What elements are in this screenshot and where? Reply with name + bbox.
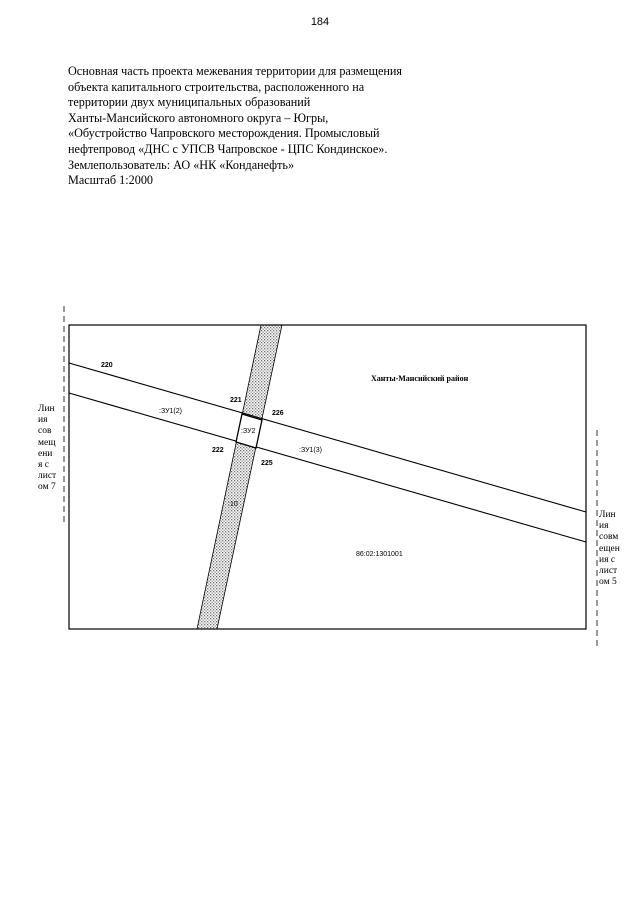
note-line: совм: [599, 532, 619, 543]
page-number: 184: [310, 16, 330, 28]
scale-label: Масштаб 1:2000: [68, 173, 154, 188]
header-line: нефтепровод «ДНС с УПСВ Чапровское - ЦПС Кондинское».: [68, 141, 388, 156]
note-line: лист: [599, 566, 618, 577]
corridor-bottom-line: [69, 393, 586, 542]
note-line: лист: [38, 471, 57, 482]
note-line: сов: [38, 426, 52, 437]
header-line: Основная часть проекта межевания территории для размещения: [68, 64, 403, 78]
point-label-225: 225: [261, 460, 273, 467]
note-line: Лин: [38, 404, 55, 414]
note-line: ещен: [599, 543, 620, 554]
cadastral-block-label: 86:02:1301001: [356, 551, 403, 558]
note-line: ом 7: [38, 482, 56, 493]
header-line: объекта капитального строительства, расположенного на: [68, 79, 365, 94]
note-line: ия: [599, 521, 609, 532]
district-label: Ханты-Мансийский район: [371, 374, 469, 383]
header-line: Землепользователь: АО «НК «Конданефть»: [68, 157, 295, 172]
note-line: я с: [38, 460, 49, 471]
map-frame: [69, 325, 586, 629]
point-label-226: 226: [272, 410, 284, 417]
header-line: Ханты-Мансийского автономного округа – Югры,: [68, 110, 329, 125]
alignment-note-right: [599, 510, 623, 588]
point-label-220: 220: [101, 362, 113, 369]
corridor-top-line: [69, 363, 586, 512]
header-line: «Обустройство Чапровского месторождения. Промысловый: [68, 126, 380, 141]
note-line: ени: [38, 448, 53, 459]
header-line: территории двух муниципальных образований: [68, 95, 311, 110]
parcel-label-10: :10: [228, 501, 238, 508]
parcel-label-zu1-2: :ЗУ1(2): [159, 408, 182, 415]
alignment-note-left: [38, 404, 60, 494]
point-label-221: 221: [230, 397, 242, 404]
note-line: ия: [38, 415, 48, 426]
existing-parcel-strip: [197, 325, 282, 629]
corridor-band: [69, 363, 586, 542]
note-line: ия с: [599, 554, 616, 565]
parcel-label-zu1-3: :ЗУ1(3): [299, 447, 322, 454]
note-line: ом 5: [599, 577, 617, 588]
point-label-222: 222: [212, 447, 224, 454]
parcel-label-zu2: :ЗУ2: [241, 428, 256, 435]
note-line: Лин: [599, 510, 616, 520]
note-line: мещ: [38, 437, 56, 448]
